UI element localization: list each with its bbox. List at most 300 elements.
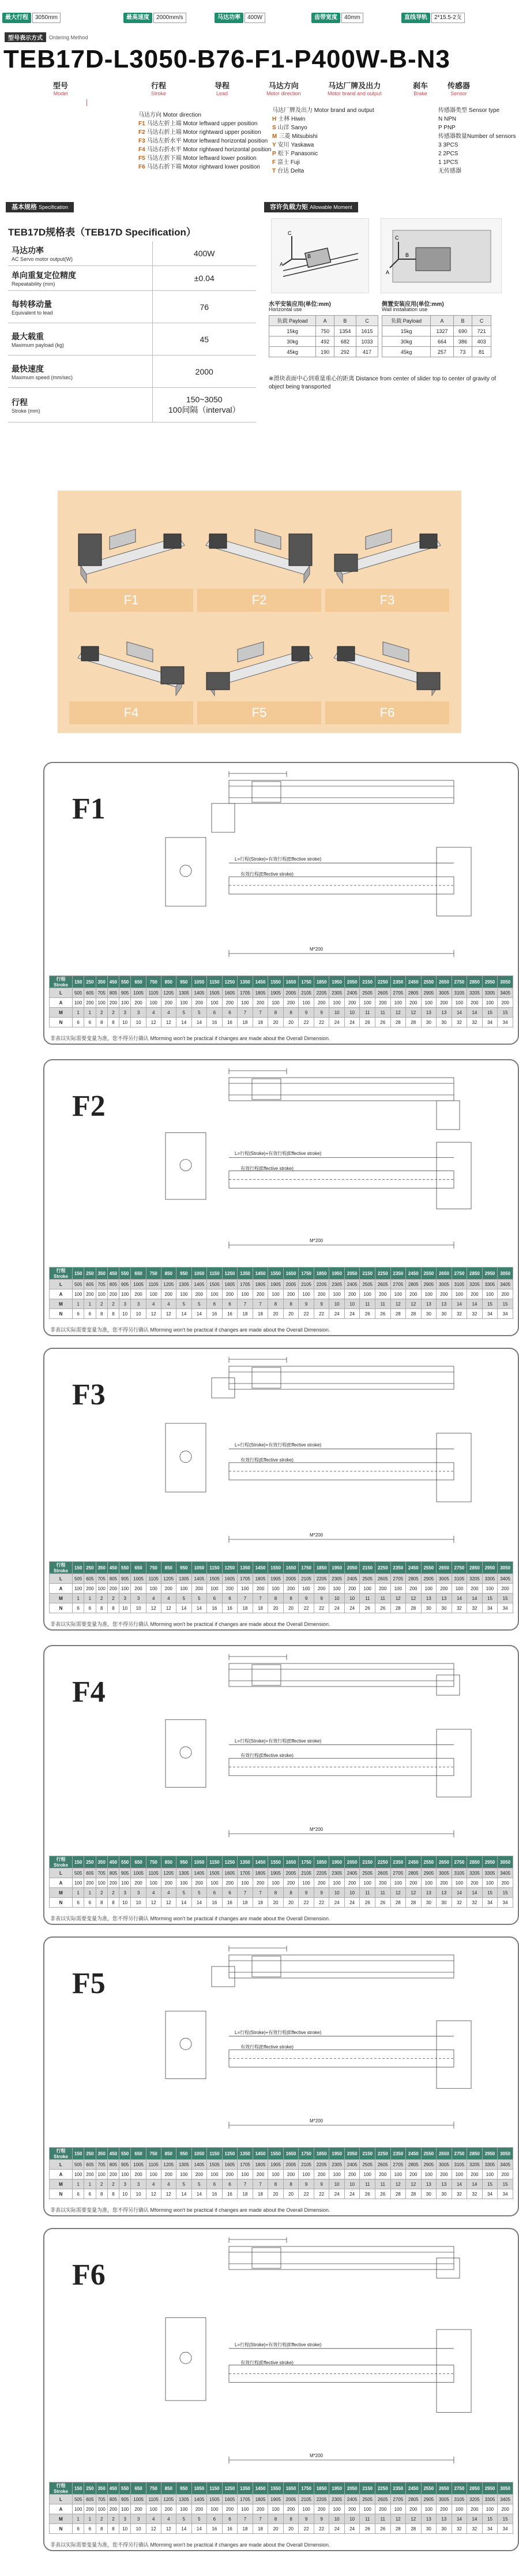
- stroke-cell: 6: [73, 1018, 84, 1027]
- stroke-cell: 200: [107, 1289, 119, 1299]
- stroke-cell: 100: [73, 1584, 84, 1594]
- stroke-cell: 250: [84, 2148, 96, 2160]
- stroke-cell: 18: [238, 1603, 253, 1613]
- stroke-cell: 12: [146, 1018, 161, 1027]
- stroke-cell: 100: [73, 998, 84, 1008]
- stroke-cell: 605: [84, 2160, 96, 2170]
- stroke-cell: 200: [107, 1878, 119, 1888]
- stroke-cell: 100: [299, 1878, 314, 1888]
- stroke-cell: 150: [73, 2148, 84, 2160]
- stroke-cell: 350: [96, 2482, 107, 2495]
- stroke-cell: 505: [73, 988, 84, 998]
- model-label-5: [413, 80, 428, 96]
- stroke-cell: 3405: [498, 988, 513, 998]
- stroke-cell: 100: [482, 2170, 498, 2179]
- stroke-cell: 200: [191, 1878, 207, 1888]
- stroke-cell: 100: [96, 1289, 107, 1299]
- stroke-cell: 12: [161, 2189, 176, 2199]
- stroke-cell: 12: [161, 1898, 176, 1908]
- stroke-cell: 100: [207, 2504, 223, 2514]
- row-header: L: [50, 1280, 73, 1289]
- stroke-cell: 1405: [191, 1280, 207, 1289]
- stroke-cell: 3305: [482, 2495, 498, 2504]
- stroke-cell: 14: [176, 1898, 192, 1908]
- stroke-cell: 28: [390, 1309, 406, 1319]
- stroke-cell: 2: [107, 2514, 119, 2524]
- stroke-cell: 100: [268, 1584, 284, 1594]
- stroke-cell: 6: [222, 2179, 238, 2189]
- stroke-cell: 100: [390, 2170, 406, 2179]
- stroke-cell: 2205: [314, 2495, 329, 2504]
- stroke-cell: 450: [107, 1268, 119, 1280]
- list-key: F: [272, 159, 276, 166]
- model-label-en: Motor brand and output: [328, 91, 382, 96]
- motor-direction-images: [58, 491, 461, 733]
- stroke-cell: 32: [452, 1898, 467, 1908]
- model-code: TEB17D-L3050-B76-F1-P400W-B-N3: [3, 45, 450, 73]
- row-header: M: [50, 1888, 73, 1898]
- stroke-cell: 16: [207, 1309, 223, 1319]
- list-key: F6: [138, 164, 145, 170]
- stroke-cell: 2805: [406, 1868, 422, 1878]
- stroke-cell: 150: [73, 2482, 84, 2495]
- row-header: M: [50, 2179, 73, 2189]
- stroke-cell: 2905: [421, 2160, 437, 2170]
- model-label-cn: 型号: [53, 81, 69, 90]
- row-header: A: [50, 998, 73, 1008]
- stroke-cell: 26: [360, 2524, 375, 2534]
- moment-cell: 73: [453, 347, 472, 357]
- stroke-cell: 18: [238, 2524, 253, 2534]
- spec-table: [8, 241, 256, 423]
- stroke-cell: 150: [73, 976, 84, 988]
- stroke-cell: 2905: [421, 2495, 437, 2504]
- section-tag: F3: [72, 1378, 106, 1411]
- stroke-cell: 9: [314, 1594, 329, 1603]
- stroke-cell: 100: [299, 2504, 314, 2514]
- stroke-cell: 100: [329, 998, 345, 1008]
- stroke-cell: 12: [406, 2179, 422, 2189]
- stroke-cell: 30: [421, 1018, 437, 1027]
- stroke-cell: 100: [176, 2504, 192, 2514]
- stroke-cell: 2805: [406, 1280, 422, 1289]
- stroke-cell: 1105: [146, 2495, 161, 2504]
- stroke-cell: 705: [96, 988, 107, 998]
- stroke-cell: 13: [437, 1299, 452, 1309]
- ordering-en: Ordering Method: [49, 34, 88, 40]
- stroke-cell: 2750: [452, 1562, 467, 1574]
- stroke-cell: 100: [452, 998, 467, 1008]
- stroke-cell: 1: [73, 2514, 84, 2524]
- moment-cell: 190: [316, 347, 334, 357]
- stroke-cell: 3: [131, 1594, 146, 1603]
- stroke-cell: 2550: [421, 2482, 437, 2495]
- stroke-cell: 2050: [344, 1268, 360, 1280]
- stroke-cell: 11: [375, 1008, 390, 1018]
- row-header: 行程Stroke: [50, 976, 73, 988]
- stroke-cell: 200: [375, 2504, 390, 2514]
- stroke-cell: 200: [131, 998, 146, 1008]
- stroke-cell: 250: [84, 976, 96, 988]
- stroke-cell: 605: [84, 1280, 96, 1289]
- stroke-cell: 7: [253, 2514, 268, 2524]
- spec-item: [2, 13, 61, 23]
- stroke-table: [49, 1561, 513, 1613]
- stroke-cell: 22: [314, 1309, 329, 1319]
- stroke-cell: 22: [299, 1898, 314, 1908]
- list-item: [138, 145, 271, 154]
- stroke-cell: 1705: [238, 1280, 253, 1289]
- stroke-cell: 18: [238, 2189, 253, 2199]
- list-key: T: [272, 168, 276, 174]
- stroke-cell: 2405: [344, 2495, 360, 2504]
- stroke-cell: 12: [406, 1888, 422, 1898]
- stroke-cell: 100: [268, 2170, 284, 2179]
- stroke-cell: 350: [96, 1562, 107, 1574]
- ordering-cn: 型号表示方式: [5, 32, 46, 42]
- stroke-cell: 1250: [222, 1268, 238, 1280]
- sensor-line: 传感器数量Number of sensors: [438, 133, 516, 140]
- stroke-table: [49, 2482, 513, 2534]
- stroke-cell: 2350: [390, 976, 406, 988]
- stroke-cell: 3105: [452, 2495, 467, 2504]
- stroke-cell: 7: [253, 1594, 268, 1603]
- stroke-cell: 2: [107, 1594, 119, 1603]
- list-item: [272, 167, 374, 175]
- stroke-cell: 2950: [482, 2148, 498, 2160]
- stroke-cell: 5: [176, 2514, 192, 2524]
- stroke-cell: 8: [96, 1309, 107, 1319]
- stroke-cell: 650: [131, 2148, 146, 2160]
- stroke-cell: 13: [421, 2179, 437, 2189]
- stroke-cell: 2050: [344, 2482, 360, 2495]
- stroke-cell: 13: [421, 1008, 437, 1018]
- stroke-cell: 16: [207, 1898, 223, 1908]
- stroke-cell: 200: [161, 1584, 176, 1594]
- row-header: 行程Stroke: [50, 2482, 73, 2495]
- stroke-cell: 100: [238, 1584, 253, 1594]
- stroke-cell: 24: [329, 1309, 345, 1319]
- stroke-cell: 200: [314, 1584, 329, 1594]
- stroke-cell: 2250: [375, 1268, 390, 1280]
- stroke-cell: 2150: [360, 976, 375, 988]
- stroke-cell: 1805: [253, 2495, 268, 2504]
- stroke-cell: 100: [390, 998, 406, 1008]
- stroke-cell: 200: [498, 1584, 513, 1594]
- stroke-cell: 1805: [253, 1280, 268, 1289]
- model-label-2: [215, 80, 230, 96]
- spec-row-cn: 马达功率: [12, 246, 44, 255]
- stroke-cell: 10: [344, 1299, 360, 1309]
- stroke-cell: 950: [176, 2148, 192, 2160]
- stroke-cell: 850: [161, 1856, 176, 1868]
- stroke-cell: 2650: [437, 1856, 452, 1868]
- stroke-cell: 100: [207, 998, 223, 1008]
- stroke-cell: 200: [437, 2170, 452, 2179]
- stroke-table-row: [50, 1280, 513, 1289]
- sensor-line: 1 1PCS: [438, 159, 458, 166]
- spec-row-en: Maximum speed (mm/sec): [12, 374, 73, 380]
- stroke-cell: 4: [146, 1594, 161, 1603]
- stroke-cell: 2: [107, 1299, 119, 1309]
- stroke-cell: 1805: [253, 1868, 268, 1878]
- moment-head-cell: C: [472, 316, 491, 326]
- stroke-cell: 10: [329, 1888, 345, 1898]
- stroke-cell: 200: [131, 1878, 146, 1888]
- stroke-cell: 20: [268, 1898, 284, 1908]
- stroke-cell: 6: [84, 1603, 96, 1613]
- stroke-cell: 100: [146, 2504, 161, 2514]
- stroke-cell: 1105: [146, 1574, 161, 1584]
- moment-table-wall-en: Wall installation use: [382, 306, 428, 312]
- stroke-table-row: [50, 2482, 513, 2495]
- spec-item: [123, 13, 186, 23]
- stroke-cell: 100: [96, 2170, 107, 2179]
- stroke-cell: 6: [207, 2514, 223, 2524]
- stroke-table: [49, 2147, 513, 2199]
- stroke-cell: 2: [107, 1888, 119, 1898]
- stroke-cell: 3405: [498, 1868, 513, 1878]
- stroke-cell: 24: [329, 1603, 345, 1613]
- stroke-cell: 1905: [268, 1574, 284, 1584]
- stroke-cell: 13: [437, 1888, 452, 1898]
- stroke-cell: 100: [329, 1584, 345, 1594]
- stroke-cell: 1405: [191, 988, 207, 998]
- stroke-cell: 8: [268, 1299, 284, 1309]
- moment-header: 容许负载力矩 Allowable Moment: [264, 202, 358, 212]
- stroke-cell: 2850: [467, 976, 483, 988]
- stroke-cell: 1150: [207, 1856, 223, 1868]
- stroke-cell: 1650: [283, 2148, 299, 2160]
- list-text: 安川 Yaskawa: [277, 142, 314, 148]
- stroke-cell: 100: [482, 1584, 498, 1594]
- stroke-cell: 2350: [390, 1856, 406, 1868]
- stroke-cell: 1705: [238, 1868, 253, 1878]
- stroke-cell: 1: [73, 1299, 84, 1309]
- stroke-dim-label: L=行程(Stroke)+有效行程(Effective stroke): [235, 1442, 322, 1448]
- stroke-cell: 100: [207, 1584, 223, 1594]
- stroke-cell: 3: [119, 1594, 131, 1603]
- stroke-cell: 100: [119, 2504, 131, 2514]
- stroke-cell: 28: [390, 2524, 406, 2534]
- list-key: F4: [138, 147, 145, 153]
- actuator-image-f6: [325, 615, 449, 701]
- stroke-cell: 905: [119, 1868, 131, 1878]
- spec-label: 最高速度: [123, 13, 152, 23]
- stroke-cell: 550: [119, 1268, 131, 1280]
- stroke-cell: 100: [360, 2170, 375, 2179]
- stroke-cell: 9: [314, 2179, 329, 2189]
- stroke-cell: 14: [176, 1309, 192, 1319]
- stroke-cell: 505: [73, 2495, 84, 2504]
- spec-title: TEB17D规格表（TEB17D Specification）: [8, 227, 196, 238]
- stroke-cell: 3205: [467, 988, 483, 998]
- stroke-table-row: [50, 1299, 513, 1309]
- stroke-cell: 6: [207, 1888, 223, 1898]
- total-dim-label: M*200: [310, 1238, 324, 1243]
- stroke-cell: 2805: [406, 2160, 422, 2170]
- stroke-cell: 16: [207, 1603, 223, 1613]
- stroke-table: [49, 1267, 513, 1319]
- moment-cell: 1615: [356, 326, 378, 337]
- stroke-cell: 2105: [299, 1574, 314, 1584]
- stroke-cell: 2650: [437, 2148, 452, 2160]
- spec-label: 齿带宽度: [311, 13, 340, 23]
- stroke-cell: 8: [107, 1018, 119, 1027]
- stroke-cell: 34: [498, 1309, 513, 1319]
- stroke-cell: 100: [238, 2504, 253, 2514]
- stroke-table-row: [50, 2189, 513, 2199]
- stroke-cell: 28: [390, 1018, 406, 1027]
- stroke-cell: 1750: [299, 2482, 314, 2495]
- stroke-cell: 2305: [329, 1574, 345, 1584]
- spec-row: [8, 266, 256, 291]
- stroke-cell: 1050: [191, 1562, 207, 1574]
- stroke-table-row: [50, 1309, 513, 1319]
- stroke-cell: 3: [119, 1008, 131, 1018]
- stroke-cell: 13: [421, 1888, 437, 1898]
- stroke-dim-label: L=行程(Stroke)+有效行程(Effective stroke): [235, 857, 322, 862]
- stroke-cell: 200: [222, 2170, 238, 2179]
- stroke-cell: 14: [191, 1018, 207, 1027]
- stroke-cell: 100: [421, 1584, 437, 1594]
- stroke-table-row: [50, 2495, 513, 2504]
- stroke-cell: 10: [119, 2189, 131, 2199]
- stroke-cell: 28: [406, 2189, 422, 2199]
- stroke-cell: 10: [344, 1008, 360, 1018]
- stroke-cell: 1350: [238, 1562, 253, 1574]
- sensor-list: [438, 106, 516, 175]
- stroke-cell: 200: [107, 2504, 119, 2514]
- stroke-cell: 8: [283, 1888, 299, 1898]
- stroke-cell: 9: [314, 1008, 329, 1018]
- stroke-cell: 12: [146, 1898, 161, 1908]
- stroke-cell: 4: [146, 1888, 161, 1898]
- stroke-cell: 3205: [467, 1280, 483, 1289]
- row-header: N: [50, 1309, 73, 1319]
- list-key: F3: [138, 138, 145, 144]
- actuator-image-f4: [69, 615, 193, 701]
- stroke-cell: 200: [283, 2170, 299, 2179]
- stroke-cell: 34: [482, 1898, 498, 1908]
- stroke-cell: 12: [146, 1603, 161, 1613]
- stroke-cell: 100: [176, 1584, 192, 1594]
- row-header: M: [50, 1594, 73, 1603]
- stroke-cell: 2: [96, 1888, 107, 1898]
- list-key: Y: [272, 142, 276, 148]
- stroke-cell: 32: [452, 2189, 467, 2199]
- stroke-cell: 1: [73, 1594, 84, 1603]
- model-label-cn: 刹车: [413, 81, 428, 90]
- stroke-cell: 3005: [437, 1574, 452, 1584]
- stroke-cell: 1105: [146, 1280, 161, 1289]
- stroke-cell: 2750: [452, 1268, 467, 1280]
- stroke-cell: 34: [482, 2189, 498, 2199]
- list-item: [272, 141, 374, 149]
- stroke-cell: 250: [84, 1856, 96, 1868]
- row-header: A: [50, 1584, 73, 1594]
- stroke-cell: 200: [131, 1289, 146, 1299]
- stroke-cell: 1505: [207, 988, 223, 998]
- stroke-cell: 200: [375, 2170, 390, 2179]
- list-key: S: [272, 125, 276, 131]
- stroke-cell: 3: [119, 1299, 131, 1309]
- stroke-cell: 1405: [191, 1868, 207, 1878]
- stroke-cell: 2650: [437, 1268, 452, 1280]
- moment-diagram-horizontal: [271, 218, 369, 293]
- model-label-cn: 马达厂牌及出力: [328, 81, 381, 90]
- list-item: [138, 163, 271, 171]
- moment-cell: 721: [472, 326, 491, 337]
- stroke-cell: 16: [207, 2524, 223, 2534]
- model-label-en: Stroke: [151, 91, 167, 96]
- stroke-cell: 14: [467, 1594, 483, 1603]
- stroke-cell: 100: [452, 1878, 467, 1888]
- stroke-cell: 1450: [253, 976, 268, 988]
- stroke-cell: 3: [119, 1888, 131, 1898]
- stroke-cell: 2005: [283, 988, 299, 998]
- stroke-cell: 20: [283, 1603, 299, 1613]
- moment-cell: 292: [334, 347, 356, 357]
- stroke-cell: 100: [482, 998, 498, 1008]
- stroke-cell: 1605: [222, 1868, 238, 1878]
- stroke-cell: 950: [176, 2482, 192, 2495]
- stroke-cell: 200: [437, 998, 452, 1008]
- stroke-cell: 1150: [207, 1268, 223, 1280]
- stroke-cell: 100: [238, 2170, 253, 2179]
- stroke-cell: 750: [146, 1856, 161, 1868]
- stroke-cell: 14: [191, 2524, 207, 2534]
- stroke-cell: 1950: [329, 1562, 345, 1574]
- stroke-cell: 2650: [437, 976, 452, 988]
- stroke-cell: 26: [360, 1309, 375, 1319]
- stroke-cell: 100: [207, 2170, 223, 2179]
- spec-row: [8, 323, 256, 356]
- total-dim-label: M*200: [310, 2453, 324, 2458]
- stroke-cell: 100: [119, 998, 131, 1008]
- svg-text:A: A: [280, 261, 284, 267]
- row-header: N: [50, 1018, 73, 1027]
- stroke-cell: 12: [390, 2514, 406, 2524]
- stroke-cell: 905: [119, 2160, 131, 2170]
- stroke-cell: 3: [131, 2179, 146, 2189]
- stroke-cell: 3005: [437, 988, 452, 998]
- stroke-cell: 2250: [375, 2482, 390, 2495]
- moment-cell: 403: [472, 337, 491, 347]
- stroke-cell: 10: [131, 2524, 146, 2534]
- stroke-cell: 3: [119, 2179, 131, 2189]
- moment-table-wall: [382, 315, 491, 357]
- stroke-cell: 805: [107, 988, 119, 998]
- list-key: P: [272, 151, 276, 157]
- drawing-section-f1: [43, 762, 519, 1045]
- stroke-cell: 18: [238, 1309, 253, 1319]
- stroke-cell: 2705: [390, 1574, 406, 1584]
- stroke-cell: 1150: [207, 976, 223, 988]
- stroke-cell: 8: [96, 1018, 107, 1027]
- direction-label: F5: [197, 701, 321, 724]
- stroke-cell: 20: [283, 2524, 299, 2534]
- section-tag: F1: [72, 792, 106, 825]
- stroke-cell: 1705: [238, 2495, 253, 2504]
- stroke-cell: 8: [268, 1888, 284, 1898]
- stroke-cell: 2705: [390, 1868, 406, 1878]
- stroke-cell: 100: [119, 1289, 131, 1299]
- stroke-cell: 5: [191, 1594, 207, 1603]
- stroke-cell: 1250: [222, 976, 238, 988]
- stroke-cell: 200: [283, 1584, 299, 1594]
- stroke-cell: 2605: [375, 1574, 390, 1584]
